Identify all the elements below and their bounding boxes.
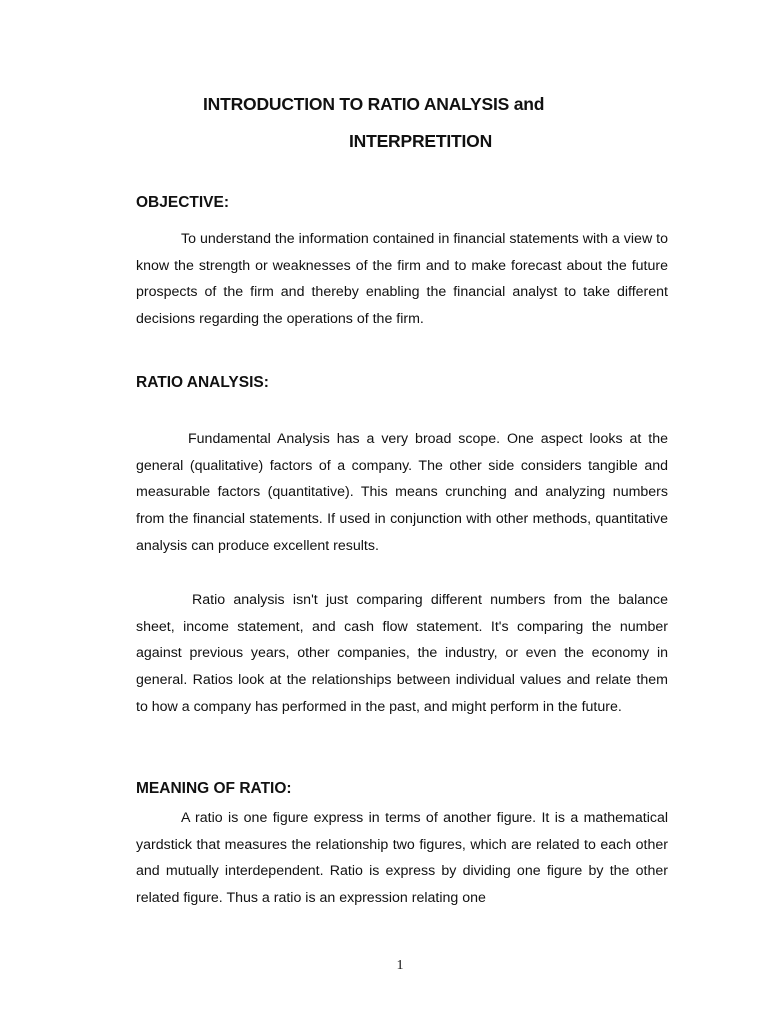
meaning-of-ratio-heading: MEANING OF RATIO:	[136, 780, 292, 797]
ratio-analysis-paragraph-1: Fundamental Analysis has a very broad scope. One aspect looks at the general (qualitative) factors of a company. The other side considers tangible and measurable factors (quantitative). This means crunching and analyzing numbers from the financial statements. If used in conjunction with other methods, quantitative analysis can produce excellent results.	[136, 431, 668, 554]
ratio-analysis-paragraph-2: Ratio analysis isn't just comparing different numbers from the balance sheet, income statement, and cash flow statement. It's comparing the number against previous years, other companies, the industry, or even the economy in general. Ratios look at the relationships between individual values and relate them to how a company has performed in the past, and might perform in the future.	[136, 592, 668, 715]
objective-paragraph: To understand the information contained in financial statements with a view to know the strength or weaknesses of the firm and to make forecast about the future prospects of the firm and thereby enabling the financial analyst to take different decisions regarding the operations of the firm.	[136, 231, 668, 328]
ratio-analysis-heading: RATIO ANALYSIS:	[136, 374, 269, 391]
objective-heading: OBJECTIVE:	[136, 194, 230, 211]
document-title-line-2: INTERPRETITION	[349, 131, 493, 151]
meaning-of-ratio-paragraph: A ratio is one figure express in terms of another figure. It is a mathematical yardstick that measures the relationship two figures, which are related to each other and mutually interdependent. Ratio is express by dividing one figure by the other related figure. Thus a ratio is an expression relating one	[136, 810, 668, 907]
page-number: 1	[396, 958, 404, 973]
document-title-line-1: INTRODUCTION TO RATIO ANALYSIS and	[203, 94, 545, 114]
